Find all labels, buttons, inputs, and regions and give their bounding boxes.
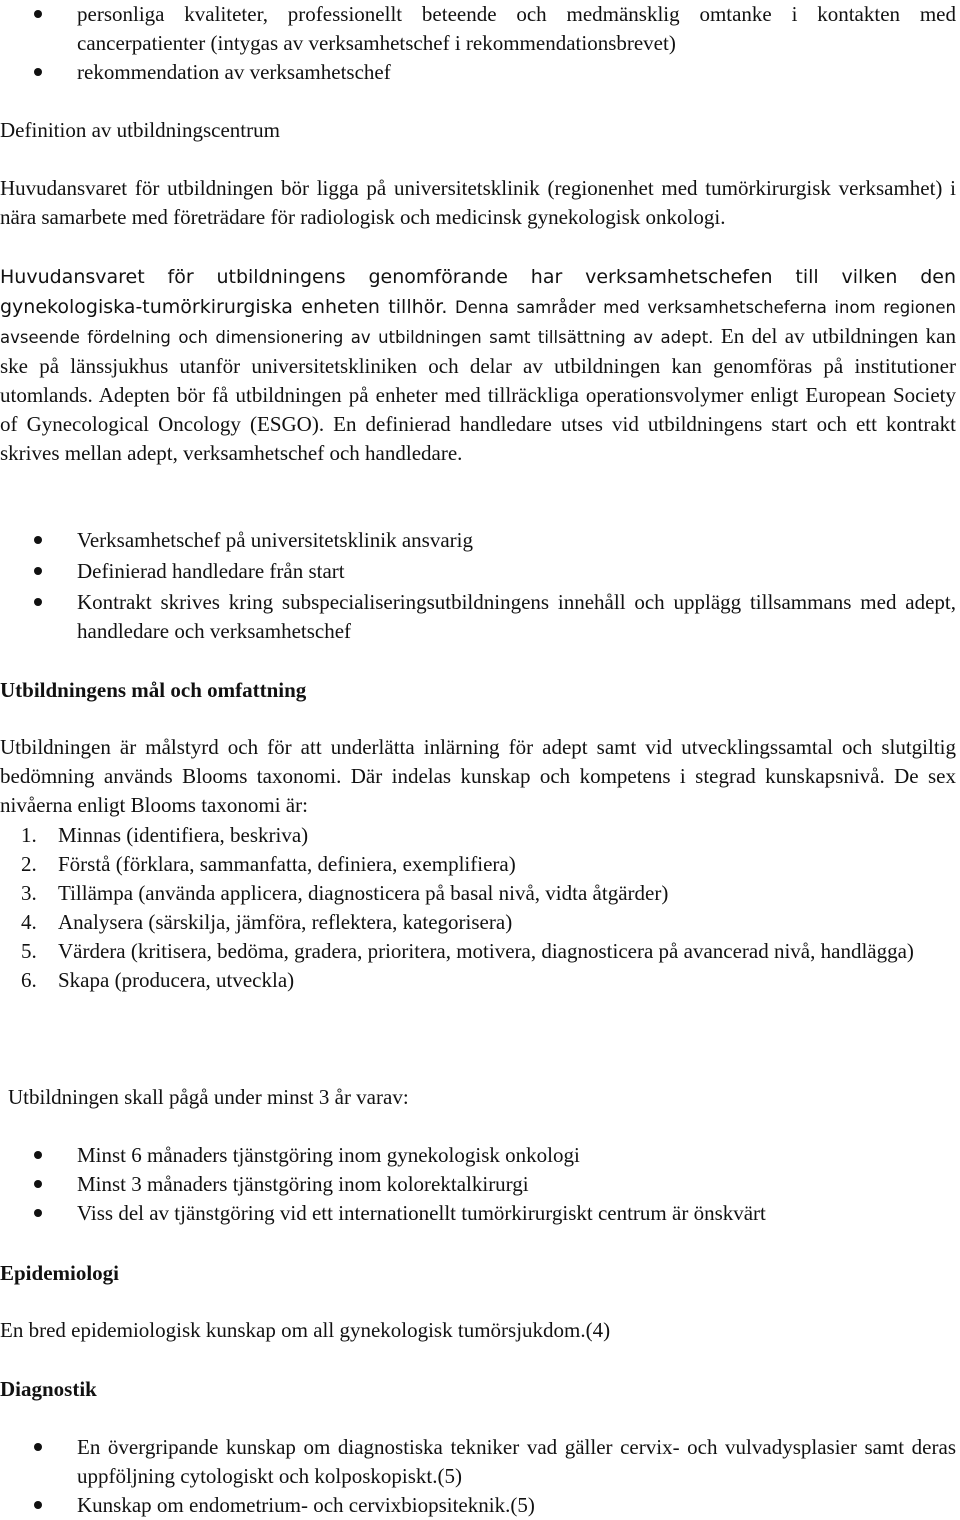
bullet-icon — [34, 1180, 42, 1188]
bullet-icon — [34, 1443, 42, 1451]
paragraph-segment: Huvudansvaret för utbildningens genomförande har verksamhetschefen till vilken den gynekologiska-tumörkirurgiska enheten tillhör. — [0, 266, 956, 318]
list-item-text: Analysera (särskilja, jämföra, reflektera, kategorisera) — [58, 910, 513, 934]
list-item-text: Skapa (producera, utveckla) — [58, 968, 295, 992]
list-item-text: Verksamhetschef på universitetsklinik ansvarig — [77, 528, 473, 552]
list-item-text: Minst 3 månaders tjänstgöring inom kolorektalkirurgi — [77, 1172, 529, 1196]
section-heading-goals: Utbildningens mål och omfattning — [0, 678, 307, 702]
top-bullet-list — [0, 0, 956, 87]
list-item — [0, 588, 956, 646]
definition-paragraph-1: Huvudansvaret för utbildningen bör ligga på universitetsklinik (regionenhet med tumörkirurgisk verksamhet) i nära samarbete med företrädare för radiologisk och medicinsk gynekologisk onkologi. — [0, 176, 956, 229]
list-item-text: Förstå (förklara, sammanfatta, definiera, exemplifiera) — [58, 852, 516, 876]
paragraph-segment: En definierad handledare utses vid utbildningens start och ett kontrakt skrives mellan adept, verksamhetschef och handledare. — [0, 412, 957, 465]
bullet-icon — [34, 10, 42, 18]
bullet-icon — [34, 536, 42, 544]
list-number: 5. — [21, 939, 37, 963]
bullet-icon — [34, 1209, 42, 1217]
list-item — [0, 557, 956, 586]
list-item-text: En övergripande kunskap om diagnostiska tekniker vad gäller cervix- och vulvadysplasier samt deras uppföljning cytologiskt och kolposkopiskt.(5) — [77, 1435, 956, 1488]
list-item — [0, 879, 956, 908]
list-item — [0, 850, 956, 879]
list-item — [0, 526, 956, 555]
bullet-icon — [34, 567, 42, 575]
definition-bullet-list — [0, 526, 956, 646]
section-heading-diagnostics: Diagnostik — [0, 1377, 97, 1401]
list-item-text: Definierad handledare från start — [77, 559, 345, 583]
bullet-icon — [34, 68, 42, 76]
list-number: 3. — [21, 881, 37, 905]
list-item-text: personliga kvaliteter, professionellt beteende och medmänsklig omtanke i kontakten med cancerpatienter (intygas av verksamhetschef i rekommendationsbrevet) — [77, 2, 956, 55]
list-item — [0, 966, 956, 995]
list-item-text: Kontrakt skrives kring subspecialiseringsutbildningens innehåll och upplägg tillsammans med adept, handledare och verksamhetschef — [77, 590, 956, 643]
list-item — [0, 1141, 956, 1170]
paragraph-segment: Adepten bör få utbildningen på enheter med tillräckliga operationsvolymer enligt European Society of Gynecological Oncology (ESGO). — [0, 383, 956, 436]
list-item — [0, 1433, 956, 1491]
list-item — [0, 1170, 956, 1199]
list-item-text: Kunskap om endometrium- och cervixbiopsiteknik.(5) — [77, 1493, 535, 1517]
paragraph-segment: En del av utbildningen kan ske på länssjukhus utanför universitetskliniken och delar av utbildningen kan genomföras på institutioner utomlands. — [0, 324, 956, 407]
paragraph-segment: Denna samråder med verksamhetscheferna inom regionen avseende fördelning och dimensionering av utbildningen samt tillsättning av adept. — [0, 298, 956, 347]
list-item — [0, 1199, 956, 1228]
list-item-text: Minst 6 månaders tjänstgöring inom gynekologisk onkologi — [77, 1143, 580, 1167]
list-item — [0, 821, 956, 850]
list-item — [0, 1491, 956, 1520]
list-item-text: Viss del av tjänstgöring vid ett internationellt tumörkirurgiskt centrum är önskvärt — [77, 1201, 766, 1225]
list-item-text: Tillämpa (använda applicera, diagnosticera på basal nivå, vidta åtgärder) — [58, 881, 669, 905]
list-item-text: Värdera (kritisera, bedöma, gradera, prioritera, motivera, diagnosticera på avancerad nivå, handlägga) — [58, 939, 914, 963]
epidemiology-paragraph: En bred epidemiologisk kunskap om all gynekologisk tumörsjukdom.(4) — [0, 1318, 611, 1342]
definition-paragraph-2 — [0, 262, 956, 468]
goals-paragraph: Utbildningen är målstyrd och för att underlätta inlärning för adept samt vid utvecklingssamtal och slutgiltig bedömning används Blooms taxonomi. Där indelas kunskap och kompetens i stegrad kunskapsnivå. De sex nivåerna enligt Blooms taxonomi är: — [0, 735, 956, 817]
list-number: 1. — [21, 823, 37, 847]
list-number: 4. — [21, 910, 37, 934]
duration-bullet-list — [0, 1141, 956, 1228]
list-item — [0, 908, 956, 937]
list-number: 6. — [21, 968, 37, 992]
list-item-text: Minnas (identifiera, beskriva) — [58, 823, 309, 847]
list-number: 2. — [21, 852, 37, 876]
bullet-icon — [34, 598, 42, 606]
list-item-text: rekommendation av verksamhetschef — [77, 60, 391, 84]
duration-intro: Utbildningen skall pågå under minst 3 år varav: — [8, 1085, 409, 1109]
list-item — [0, 58, 956, 87]
bloom-levels-list — [0, 821, 956, 995]
list-item — [0, 0, 956, 58]
section-heading-definition: Definition av utbildningscentrum — [0, 118, 280, 142]
section-heading-epidemiology: Epidemiologi — [0, 1261, 120, 1285]
bullet-icon — [34, 1501, 42, 1509]
bullet-icon — [34, 1151, 42, 1159]
diagnostics-bullet-list — [0, 1433, 956, 1520]
list-item — [0, 937, 956, 966]
